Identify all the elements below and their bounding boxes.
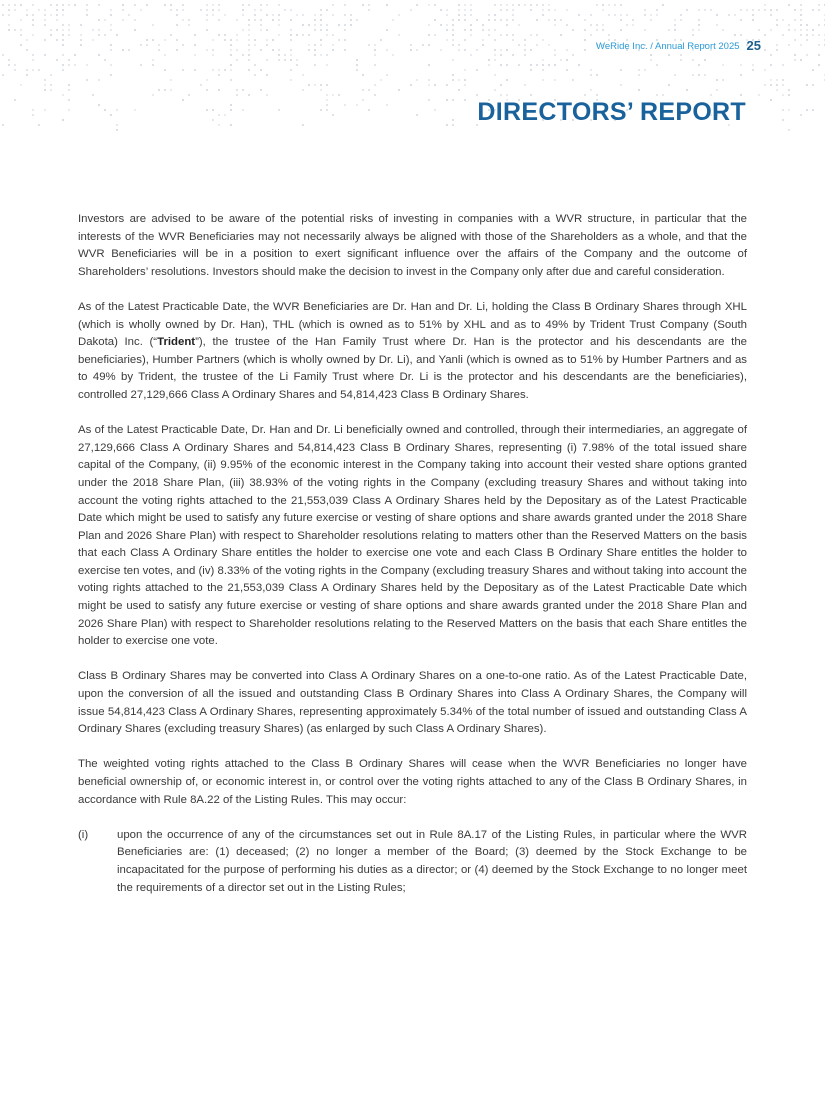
- running-header: [596, 38, 761, 53]
- list-item-text: upon the occurrence of any of the circumstances set out in Rule 8A.17 of the Listing Rules, in particular where the WVR Beneficiaries are: (1) deceased; (2) no longer a member of the Board; (3) deemed by the Stock Exchange to be incapacitated for the purpose of performing his duties as a director; or (4) deemed by the Stock Exchange to no longer meet the requirements of a director set out in the Listing Rules;: [117, 828, 747, 894]
- paragraph-text: As of the Latest Practicable Date, the WVR Beneficiaries are Dr. Han and Dr. Li, holding the Class B Ordinary Shares through XHL (which is wholly owned by Dr. Han), THL (which is owned as to 51% by XHL and as to 49% by Trident Trust Company (South Dakota) Inc. (“: [78, 300, 747, 349]
- paragraph-investor-warning: Investors are advised to be aware of the potential risks of investing in companies with a WVR structure, in particular that the interests of the WVR Beneficiaries may not necessarily always be aligned with those of the Shareholders as a whole, and that the WVR Beneficiaries will be in a position to exert significant influence over the affairs of the Company and the outcome of Shareholders’ resolutions. Investors should make the decision to invest in the Company only after due and careful consideration.: [78, 213, 747, 278]
- report-body: [78, 211, 747, 897]
- list-item: [78, 827, 747, 897]
- section-title: DIRECTORS’ REPORT: [477, 98, 746, 126]
- page-number: 25: [746, 38, 761, 53]
- defined-term: Trident: [157, 336, 196, 349]
- paragraph-wvr-cessation: The weighted voting rights attached to the Class B Ordinary Shares will cease when the WVR Beneficiaries no longer have beneficial ownership of, or economic interest in, or control over the voting rights attached to any of the Class B Ordinary Shares, in accordance with Rule 8A.22 of the Listing Rules. This may occur:: [78, 758, 747, 806]
- running-title: WeRide Inc. / Annual Report 2025: [596, 41, 740, 52]
- paragraph-text: ”), the trustee of the Han Family Trust where Dr. Han is the protector and his descendants are the beneficiaries), Humber Partners (which is wholly owned by Dr. Li), and Yanli (which is owned as to 51% by Humber Partners and as to 49% by Trident, the trustee of the Li Family Trust where Dr. Li is the protector and his descendants are the beneficiaries), controlled 27,129,666 Class A Ordinary Shares and 54,814,423 Class B Ordinary Shares.: [78, 336, 747, 401]
- paragraph-share-conversion: Class B Ordinary Shares may be converted into Class A Ordinary Shares on a one-to-one ratio. As of the Latest Practicable Date, upon the conversion of all the issued and outstanding Class B Ordinary Shares into Class A Ordinary Shares, the Company will issue 54,814,423 Class A Ordinary Shares, representing approximately 5.34% of the total number of issued and outstanding Class A Ordinary Shares (excluding treasury Shares) (as enlarged by such Class A Ordinary Shares).: [78, 670, 747, 736]
- paragraph-voting-rights: As of the Latest Practicable Date, Dr. Han and Dr. Li beneficially owned and controlled, through their intermediaries, an aggregate of 27,129,666 Class A Ordinary Shares and 54,814,423 Class B Ordinary Shares, representing (i) 7.98% of the total issued share capital of the Company, (ii) 9.95% of the economic interest in the Company taking into account their vested share options granted under the 2018 Share Plan, (iii) 38.93% of the voting rights in the Company (excluding treasury Shares and without taking into account the voting rights attached to the 21,553,039 Class A Ordinary Shares held by the Depositary as of the Latest Practicable Date which might be used to satisfy any future exercise or vesting of share options and share awards granted under the 2018 Share Plan and 2026 Share Plan) with respect to Shareholder resolutions relating to matters other than the Reserved Matters on the basis that each Class A Ordinary Share entitles the holder to exercise one vote and each Class B Ordinary Share entitles the holder to exercise ten votes, and (iv) 8.33% of the voting rights in the Company (excluding treasury Shares and without taking into account the voting rights attached to the 21,553,039 Class A Ordinary Shares held by the Depositary as of the Latest Practicable Date which might be used to satisfy any future exercise or vesting of share options and share awards granted under the 2018 Share Plan and 2026 Share Plan) with respect to Shareholder resolutions relating to the Reserved Matters on the basis that each Share entitles the holder to exercise one vote.: [78, 424, 747, 648]
- list-marker: (i): [78, 828, 89, 841]
- paragraph-wvr-beneficiaries: [78, 299, 747, 405]
